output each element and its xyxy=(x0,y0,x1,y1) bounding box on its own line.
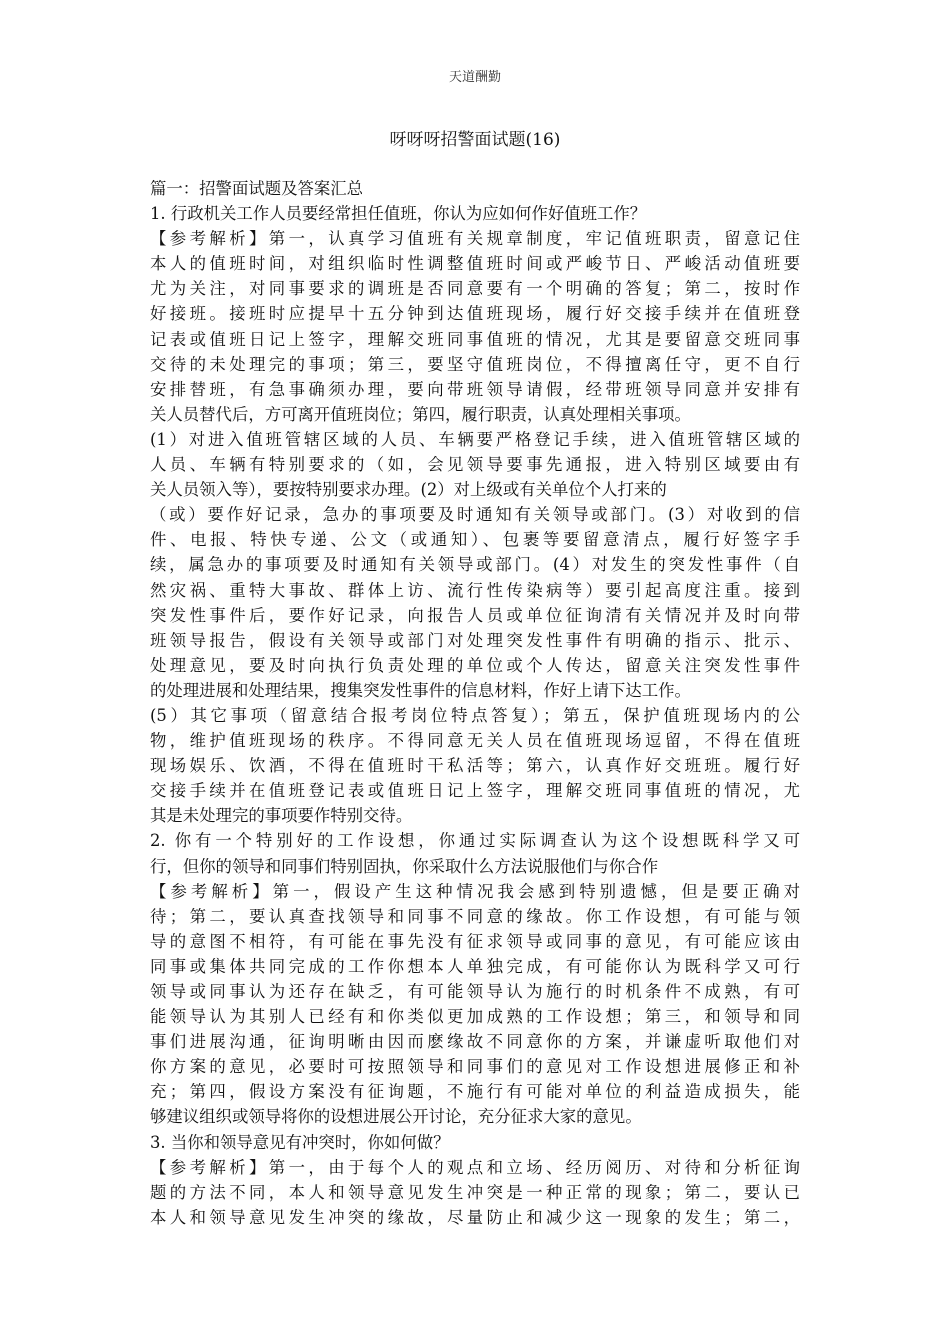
text-line: 班领导报告，假设有关领导或部门对处理突发性事件有明确的指示、批示、 xyxy=(150,630,800,650)
text-line: 【参考解析】第一，由于每个人的观点和立场、经历阅历、对待和分析征询 xyxy=(150,1157,800,1177)
text-line: 好接班。接班时应提早十五分钟到达值班现场，履行好交接手续并在值班登 xyxy=(150,304,800,324)
text-line: 关人员替代后，方可离开值班岗位；第四，履行职责，认真处理相关事项。 xyxy=(150,404,691,424)
text-line: 事们进展沟通，征询明晰由因而麽缘故不同意你的方案，并谦虚听取他们对 xyxy=(150,1032,800,1052)
text-line: 安排替班，有急事确须办理，要向带班领导请假，经带班领导同意并安排有 xyxy=(150,379,800,399)
text-line: 记表或值班日记上签字，理解交班同事值班的情况，尤其是要留意交班同事 xyxy=(150,329,800,349)
text-line: 篇一：招警面试题及答案汇总 xyxy=(150,179,364,198)
text-line: 【参考解析】第一，假设产生这种情况我会感到特别遗憾，但是要正确对 xyxy=(150,881,800,901)
text-line: 行，但你的领导和同事们特别固执，你采取什么方法说服他们与你合作 xyxy=(150,856,659,876)
text-line: 能领导认为其别人已经有和你类似更加成熟的工作设想；第三，和领导和同 xyxy=(150,1007,800,1027)
text-line: 本人和领导意见发生冲突的缘故，尽量防止和减少这一现象的发生；第二， xyxy=(150,1207,800,1227)
text-line: 交接手续并在值班登记表或值班日记上签字，理解交班同事值班的情况，尤 xyxy=(150,781,800,801)
text-line: （或）要作好记录，急办的事项要及时通知有关领导或部门。(3）对收到的信 xyxy=(150,505,800,525)
text-line: 导的意图不相符，有可能在事先没有征求领导或同事的意见，有可能应该由 xyxy=(150,931,800,951)
text-line: 处理意见，要及时向执行负责处理的单位或个人传达，留意关注突发性事件 xyxy=(150,655,800,675)
text-line: 物，维护值班现场的秩序。不得同意无关人员在值班现场逗留，不得在值班 xyxy=(150,731,800,751)
text-line: (1）对进入值班管辖区域的人员、车辆要严格登记手续，进入值班管辖区域的 xyxy=(150,429,800,449)
text-line: 2. 你有一个特别好的工作设想，你通过实际调查认为这个设想既科学又可 xyxy=(150,831,800,851)
text-line: 其是未处理完的事项要作特别交待。 xyxy=(150,806,413,826)
text-line: (5）其它事项（留意结合报考岗位特点答复）；第五，保护值班现场内的公 xyxy=(150,705,800,725)
text-line: 够建议组织或领导将你的设想进展公开讨论，充分征求大家的意见。 xyxy=(150,1107,642,1127)
text-line: 同事或集体共同完成的工作你想本人单独完成，有可能你认为既科学又可行 xyxy=(150,956,800,976)
text-line: 待；第二，要认真查找领导和同事不同意的缘故。你工作设想，有可能与领 xyxy=(150,906,800,926)
page-header: 天道酬勤 xyxy=(448,70,501,85)
text-line: 交待的未处理完的事项；第三，要坚守值班岗位，不得擅离任守，更不自行 xyxy=(150,354,800,374)
text-line: 突发性事件后，要作好记录，向报告人员或单位征询清有关情况并及时向带 xyxy=(150,605,800,625)
text-line: 现场娱乐、饮酒，不得在值班时干私活等；第六，认真作好交班班。履行好 xyxy=(150,756,800,776)
text-line: 充；第四，假设方案没有征询题，不施行有可能对单位的利益造成损失，能 xyxy=(150,1082,800,1102)
text-line: 件、电报、特快专递、公文（或通知）、包裹等要留意清点，履行好签字手 xyxy=(150,530,800,550)
text-line: 3. 当你和领导意见有冲突时，你如何做？ xyxy=(150,1132,450,1152)
text-line: 人员、车辆有特别要求的（如，会见领导要事先通报，进入特别区域要由有 xyxy=(150,455,800,475)
document-title: 呀呀呀招警面试题(16) xyxy=(389,130,561,150)
document-body xyxy=(150,176,800,1230)
text-line: 【参考解析】第一，认真学习值班有关规章制度，牢记值班职责，留意记住 xyxy=(150,229,800,249)
text-line: 你方案的意见，必要时可按照领导和同事们的意见对工作设想进展修正和补 xyxy=(150,1057,800,1077)
text-line: 的处理进展和处理结果，搜集突发性事件的信息材料，作好上请下达工作。 xyxy=(150,680,691,700)
text-line: 领导或同事认为还存在缺乏，有可能领导认为施行的时机条件不成熟，有可 xyxy=(150,982,800,1001)
text-line: 关人员领入等），要按特别要求办理。(2）对上级或有关单位个人打来的 xyxy=(150,480,667,500)
text-line: 然灾祸、重特大事故、群体上访、流行性传染病等）要引起高度注重。接到 xyxy=(150,580,800,600)
text-line: 续，属急办的事项要及时通知有关领导或部门。(4）对发生的突发性事件（自 xyxy=(150,555,800,575)
text-line: 题的方法不同，本人和领导意见发生冲突是一种正常的现象；第二，要认已 xyxy=(150,1182,800,1202)
text-line: 尤为关注，对同事要求的调班是否同意要有一个明确的答复；第二，按时作 xyxy=(150,279,800,299)
text-line: 本人的值班时间，对组织临时性调整值班时间或严峻节日、严峻活动值班要 xyxy=(150,254,800,274)
text-line: 1. 行政机关工作人员要经常担任值班，你认为应如何作好值班工作？ xyxy=(150,204,647,224)
